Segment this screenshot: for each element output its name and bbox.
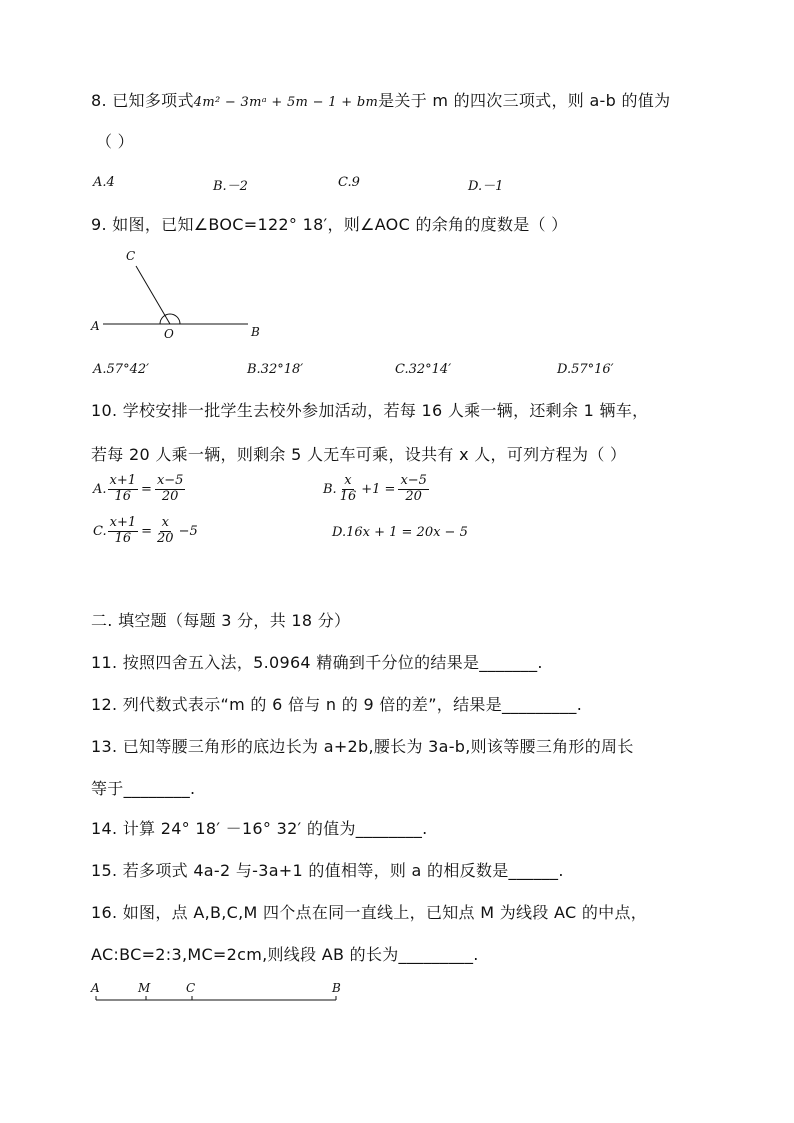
- fraction: [155, 474, 186, 505]
- q8-line: [91, 88, 670, 111]
- segment-figure: [88, 978, 350, 1008]
- q13-line2: 等于________.: [91, 779, 196, 798]
- q10-option-a: [93, 474, 186, 505]
- numerator: x: [344, 473, 352, 488]
- q10-option-a-letter: A.: [93, 481, 107, 497]
- q8-option-d: D.－1: [468, 179, 504, 194]
- q9-option-d: D.57°16′: [557, 362, 614, 377]
- numerator: x−5: [400, 473, 427, 488]
- label-c: C: [126, 249, 136, 263]
- numerator: x−5: [156, 473, 184, 488]
- q10-line1: 10. 学校安排一批学生去校外参加活动，若每 16 人乘一辆，还剩余 1 辆车，: [91, 401, 649, 420]
- q16-line2: AC:BC=2:3,MC=2cm,则线段 AB 的长为_________.: [91, 945, 479, 964]
- q10-option-c: [93, 516, 200, 547]
- q8-option-b: B.－2: [213, 179, 248, 194]
- numerator: x: [161, 515, 169, 530]
- plus-one-equals: +1 =: [361, 481, 396, 497]
- angle-arc: [160, 314, 180, 324]
- q10-option-b: [323, 474, 430, 505]
- label-a: A: [91, 981, 100, 995]
- fraction: [108, 474, 139, 505]
- q10-option-b-letter: B.: [323, 481, 337, 497]
- fraction: [108, 516, 139, 547]
- q8-option-a: A.4: [93, 175, 115, 190]
- q14: 14. 计算 24° 18′ －16° 32′ 的值为________.: [91, 819, 428, 838]
- denominator: 20: [157, 530, 174, 546]
- label-b: B: [332, 981, 341, 995]
- denominator: 20: [161, 488, 179, 504]
- label-c: C: [186, 981, 196, 995]
- q10-option-c-letter: C.: [93, 523, 107, 539]
- fraction: [338, 474, 359, 505]
- q8-option-c: C.9: [338, 175, 360, 190]
- q10-option-d: D.16x + 1 = 20x − 5: [332, 525, 468, 540]
- label-o: O: [164, 327, 174, 341]
- numerator: x+1: [109, 473, 137, 488]
- label-m: M: [138, 981, 151, 995]
- q10-line2: 若每 20 人乘一辆，则剩余 5 人无车可乘，设共有 x 人，可列方程为（ ）: [91, 445, 627, 464]
- q8-polynomial: 4m² − 3mᵃ + 5m − 1 + bm: [193, 95, 379, 110]
- denominator: 20: [405, 488, 422, 504]
- q9-option-b: B.32°18′: [247, 362, 304, 377]
- angle-figure: [86, 244, 276, 346]
- numerator: x+1: [109, 515, 137, 530]
- equals-sign: =: [141, 481, 152, 497]
- q16-line1: 16. 如图，点 A,B,C,M 四个点在同一直线上，已知点 M 为线段 AC 的中点，: [91, 903, 648, 922]
- q13-line1: 13. 已知等腰三角形的底边长为 a+2b,腰长为 3a-b,则该等腰三角形的周长: [91, 737, 634, 756]
- q9-option-c: C.32°14′: [395, 362, 452, 377]
- denominator: 16: [339, 488, 357, 504]
- equals-sign: =: [141, 523, 153, 539]
- q8-prefix: 8. 已知多项式: [91, 91, 194, 110]
- q8-answer-paren: （ ）: [96, 132, 134, 151]
- label-a: A: [91, 319, 100, 333]
- q9-option-a: A.57°42′: [93, 362, 150, 377]
- minus-five: −5: [178, 523, 198, 539]
- fraction: [398, 474, 429, 505]
- q9-stem: 9. 如图，已知∠BOC=122° 18′，则∠AOC 的余角的度数是（ ）: [91, 215, 568, 234]
- denominator: 16: [114, 488, 132, 504]
- q12: 12. 列代数式表示“m 的 6 倍与 n 的 9 倍的差”，结果是_________.: [91, 695, 583, 714]
- q8-suffix: 是关于 m 的四次三项式，则 a-b 的值为: [378, 91, 671, 110]
- section-heading: 二. 填空题（每题 3 分，共 18 分）: [91, 611, 351, 630]
- q11: 11. 按照四舍五入法，5.0964 精确到千分位的结果是_______.: [91, 653, 543, 672]
- q15: 15. 若多项式 4a-2 与-3a+1 的值相等，则 a 的相反数是______.: [91, 861, 564, 880]
- fraction: [155, 516, 176, 547]
- label-b: B: [251, 325, 260, 339]
- denominator: 16: [114, 530, 132, 546]
